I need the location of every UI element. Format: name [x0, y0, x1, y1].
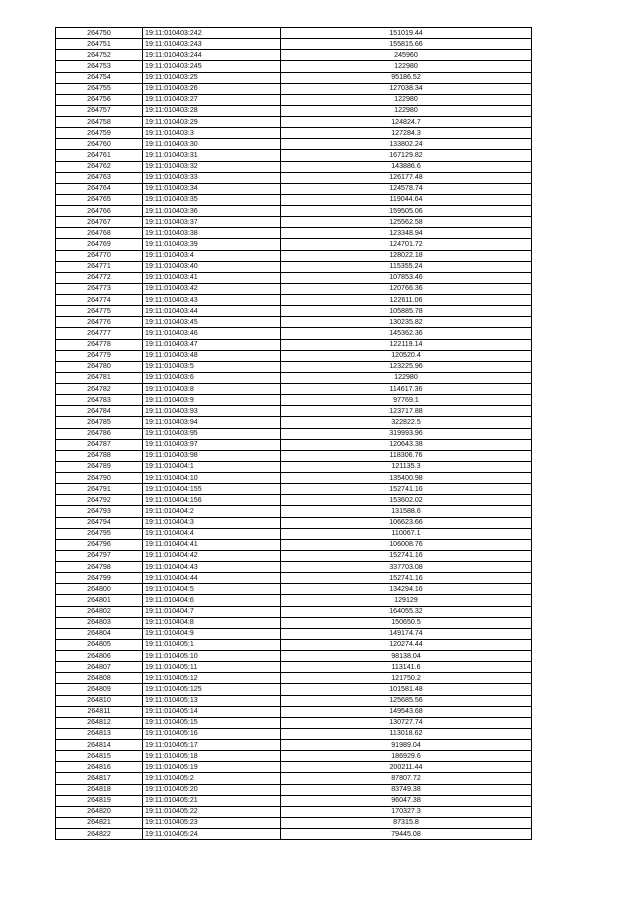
- cadastral-value-cell: 133802.24: [281, 139, 532, 150]
- cadastral-number-cell: 19:11:010404:4: [143, 528, 281, 539]
- table-row: [56, 28, 532, 39]
- cadastral-value-cell: 110067.1: [281, 528, 532, 539]
- cadastral-number-cell: 19:11:010403:6: [143, 372, 281, 383]
- row-id-cell: 264778: [56, 339, 143, 350]
- table-row: [56, 128, 532, 139]
- cadastral-value-cell: 98138.04: [281, 651, 532, 662]
- table-row: [56, 829, 532, 840]
- row-id-cell: 264806: [56, 651, 143, 662]
- cadastral-number-cell: 19:11:010403:9: [143, 395, 281, 406]
- cadastral-value-cell: 155815.66: [281, 39, 532, 50]
- cadastral-value-cell: 107853.46: [281, 272, 532, 283]
- cadastral-value-cell: 115355.24: [281, 261, 532, 272]
- cadastral-value-cell: 87315.8: [281, 817, 532, 828]
- table-row: [56, 194, 532, 205]
- cadastral-number-cell: 19:11:010405:17: [143, 740, 281, 751]
- cadastral-number-cell: 19:11:010403:98: [143, 450, 281, 461]
- row-id-cell: 264756: [56, 94, 143, 105]
- cadastral-number-cell: 19:11:010403:245: [143, 61, 281, 72]
- cadastral-number-cell: 19:11:010403:30: [143, 139, 281, 150]
- table-row: [56, 728, 532, 739]
- cadastral-value-cell: 122980: [281, 94, 532, 105]
- cadastral-number-cell: 19:11:010403:37: [143, 217, 281, 228]
- table-row: [56, 550, 532, 561]
- cadastral-value-cell: 129129: [281, 595, 532, 606]
- table-row: [56, 473, 532, 484]
- cadastral-value-cell: 120643.38: [281, 439, 532, 450]
- cadastral-number-cell: 19:11:010403:8: [143, 384, 281, 395]
- table-row: [56, 117, 532, 128]
- cadastral-value-cell: 125562.58: [281, 217, 532, 228]
- row-id-cell: 264807: [56, 662, 143, 673]
- cadastral-value-cell: 121135.3: [281, 461, 532, 472]
- cadastral-value-cell: 121750.2: [281, 673, 532, 684]
- row-id-cell: 264793: [56, 506, 143, 517]
- table-row: [56, 517, 532, 528]
- table-row: [56, 161, 532, 172]
- table-row: [56, 673, 532, 684]
- row-id-cell: 264808: [56, 673, 143, 684]
- cadastral-value-cell: 149174.74: [281, 628, 532, 639]
- cadastral-number-cell: 19:11:010405:11: [143, 662, 281, 673]
- cadastral-number-cell: 19:11:010404:6: [143, 595, 281, 606]
- table-row: [56, 684, 532, 695]
- cadastral-number-cell: 19:11:010403:3: [143, 128, 281, 139]
- cadastral-value-cell: 113141.6: [281, 662, 532, 673]
- cadastral-value-cell: 130235.82: [281, 317, 532, 328]
- cadastral-value-cell: 125685.56: [281, 695, 532, 706]
- cadastral-number-cell: 19:11:010403:26: [143, 83, 281, 94]
- row-id-cell: 264790: [56, 473, 143, 484]
- cadastral-value-cell: 130727.74: [281, 717, 532, 728]
- table-row: [56, 740, 532, 751]
- table-row: [56, 628, 532, 639]
- cadastral-value-cell: 150650.5: [281, 617, 532, 628]
- cadastral-value-cell: 186929.6: [281, 751, 532, 762]
- table-row: [56, 206, 532, 217]
- cadastral-value-cell: 131588.6: [281, 506, 532, 517]
- row-id-cell: 264752: [56, 50, 143, 61]
- cadastral-number-cell: 19:11:010403:39: [143, 239, 281, 250]
- row-id-cell: 264799: [56, 573, 143, 584]
- cadastral-value-cell: 118306.76: [281, 450, 532, 461]
- table-row: [56, 250, 532, 261]
- table-body: [56, 28, 532, 840]
- cadastral-value-cell: 153602.02: [281, 495, 532, 506]
- cadastral-number-cell: 19:11:010405:21: [143, 795, 281, 806]
- row-id-cell: 264800: [56, 584, 143, 595]
- cadastral-value-cell: 164055.32: [281, 606, 532, 617]
- row-id-cell: 264819: [56, 795, 143, 806]
- cadastral-value-cell: 152741.16: [281, 484, 532, 495]
- cadastral-value-cell: 122119.14: [281, 339, 532, 350]
- cadastral-number-cell: 19:11:010403:28: [143, 105, 281, 116]
- cadastral-number-cell: 19:11:010403:95: [143, 428, 281, 439]
- cadastral-number-cell: 19:11:010403:242: [143, 28, 281, 39]
- row-id-cell: 264792: [56, 495, 143, 506]
- cadastral-value-cell: 127038.34: [281, 83, 532, 94]
- row-id-cell: 264789: [56, 461, 143, 472]
- table-row: [56, 306, 532, 317]
- cadastral-value-cell: 134294.16: [281, 584, 532, 595]
- table-row: [56, 339, 532, 350]
- row-id-cell: 264767: [56, 217, 143, 228]
- cadastral-number-cell: 19:11:010405:22: [143, 806, 281, 817]
- row-id-cell: 264816: [56, 762, 143, 773]
- row-id-cell: 264769: [56, 239, 143, 250]
- table-row: [56, 461, 532, 472]
- cadastral-value-cell: 337703.08: [281, 562, 532, 573]
- row-id-cell: 264773: [56, 283, 143, 294]
- row-id-cell: 264762: [56, 161, 143, 172]
- table-row: [56, 795, 532, 806]
- table-row: [56, 606, 532, 617]
- cadastral-value-cell: 105885.78: [281, 306, 532, 317]
- table-row: [56, 495, 532, 506]
- table-row: [56, 139, 532, 150]
- table-row: [56, 528, 532, 539]
- cadastral-value-cell: 167129.82: [281, 150, 532, 161]
- table-row: [56, 662, 532, 673]
- cadastral-value-cell: 124701.72: [281, 239, 532, 250]
- cadastral-value-cell: 245960: [281, 50, 532, 61]
- row-id-cell: 264820: [56, 806, 143, 817]
- cadastral-value-cell: 159505.06: [281, 206, 532, 217]
- cadastral-number-cell: 19:11:010405:15: [143, 717, 281, 728]
- row-id-cell: 264755: [56, 83, 143, 94]
- cadastral-number-cell: 19:11:010404:44: [143, 573, 281, 584]
- row-id-cell: 264785: [56, 417, 143, 428]
- table-row: [56, 72, 532, 83]
- row-id-cell: 264782: [56, 384, 143, 395]
- row-id-cell: 264791: [56, 484, 143, 495]
- table-row: [56, 573, 532, 584]
- row-id-cell: 264759: [56, 128, 143, 139]
- table-row: [56, 172, 532, 183]
- cadastral-value-cell: 128022.18: [281, 250, 532, 261]
- cadastral-number-cell: 19:11:010403:5: [143, 361, 281, 372]
- cadastral-number-cell: 19:11:010404:156: [143, 495, 281, 506]
- row-id-cell: 264770: [56, 250, 143, 261]
- row-id-cell: 264804: [56, 628, 143, 639]
- cadastral-number-cell: 19:11:010403:47: [143, 339, 281, 350]
- cadastral-number-cell: 19:11:010405:12: [143, 673, 281, 684]
- cadastral-value-cell: 124824.7: [281, 117, 532, 128]
- table-row: [56, 261, 532, 272]
- cadastral-value-cell: 120274.44: [281, 639, 532, 650]
- cadastral-value-cell: 83749.38: [281, 784, 532, 795]
- row-id-cell: 264754: [56, 72, 143, 83]
- row-id-cell: 264818: [56, 784, 143, 795]
- row-id-cell: 264751: [56, 39, 143, 50]
- cadastral-number-cell: 19:11:010404:8: [143, 617, 281, 628]
- table-row: [56, 395, 532, 406]
- cadastral-value-cell: 106623.66: [281, 517, 532, 528]
- row-id-cell: 264802: [56, 606, 143, 617]
- cadastral-value-cell: 123717.88: [281, 406, 532, 417]
- row-id-cell: 264757: [56, 105, 143, 116]
- row-id-cell: 264797: [56, 550, 143, 561]
- cadastral-number-cell: 19:11:010403:43: [143, 295, 281, 306]
- cadastral-number-cell: 19:11:010405:1: [143, 639, 281, 650]
- table-row: [56, 361, 532, 372]
- cadastral-value-cell: 145362.36: [281, 328, 532, 339]
- row-id-cell: 264781: [56, 372, 143, 383]
- cadastral-value-cell: 122980: [281, 61, 532, 72]
- table-row: [56, 94, 532, 105]
- cadastral-value-cell: 170327.3: [281, 806, 532, 817]
- cadastral-number-cell: 19:11:010403:244: [143, 50, 281, 61]
- table-row: [56, 762, 532, 773]
- cadastral-number-cell: 19:11:010405:16: [143, 728, 281, 739]
- table-row: [56, 295, 532, 306]
- table-row: [56, 639, 532, 650]
- cadastral-value-table: [55, 27, 532, 840]
- row-id-cell: 264768: [56, 228, 143, 239]
- cadastral-value-cell: 135400.98: [281, 473, 532, 484]
- cadastral-number-cell: 19:11:010403:31: [143, 150, 281, 161]
- cadastral-value-cell: 122611.06: [281, 295, 532, 306]
- cadastral-value-cell: 149543.68: [281, 706, 532, 717]
- table-row: [56, 428, 532, 439]
- row-id-cell: 264813: [56, 728, 143, 739]
- cadastral-number-cell: 19:11:010403:48: [143, 350, 281, 361]
- cadastral-number-cell: 19:11:010404:155: [143, 484, 281, 495]
- cadastral-value-cell: 152741.16: [281, 550, 532, 561]
- cadastral-number-cell: 19:11:010403:27: [143, 94, 281, 105]
- row-id-cell: 264810: [56, 695, 143, 706]
- cadastral-number-cell: 19:11:010405:14: [143, 706, 281, 717]
- cadastral-number-cell: 19:11:010405:24: [143, 829, 281, 840]
- row-id-cell: 264822: [56, 829, 143, 840]
- cadastral-number-cell: 19:11:010404:43: [143, 562, 281, 573]
- cadastral-number-cell: 19:11:010403:25: [143, 72, 281, 83]
- row-id-cell: 264787: [56, 439, 143, 450]
- table-row: [56, 751, 532, 762]
- cadastral-value-cell: 106008.76: [281, 539, 532, 550]
- cadastral-number-cell: 19:11:010403:41: [143, 272, 281, 283]
- table-row: [56, 617, 532, 628]
- table-row: [56, 105, 532, 116]
- row-id-cell: 264786: [56, 428, 143, 439]
- table-row: [56, 484, 532, 495]
- cadastral-number-cell: 19:11:010404:7: [143, 606, 281, 617]
- table-row: [56, 150, 532, 161]
- table-row: [56, 806, 532, 817]
- row-id-cell: 264776: [56, 317, 143, 328]
- table-row: [56, 717, 532, 728]
- row-id-cell: 264803: [56, 617, 143, 628]
- table-row: [56, 372, 532, 383]
- cadastral-number-cell: 19:11:010403:36: [143, 206, 281, 217]
- cadastral-value-cell: 97769.1: [281, 395, 532, 406]
- row-id-cell: 264815: [56, 751, 143, 762]
- row-id-cell: 264798: [56, 562, 143, 573]
- table-row: [56, 506, 532, 517]
- row-id-cell: 264766: [56, 206, 143, 217]
- cadastral-number-cell: 19:11:010403:33: [143, 172, 281, 183]
- table-row: [56, 328, 532, 339]
- cadastral-value-cell: 91989.04: [281, 740, 532, 751]
- cadastral-number-cell: 19:11:010403:94: [143, 417, 281, 428]
- table-row: [56, 39, 532, 50]
- table-row: [56, 406, 532, 417]
- row-id-cell: 264764: [56, 183, 143, 194]
- row-id-cell: 264788: [56, 450, 143, 461]
- cadastral-number-cell: 19:11:010404:2: [143, 506, 281, 517]
- table-row: [56, 817, 532, 828]
- cadastral-number-cell: 19:11:010403:40: [143, 261, 281, 272]
- row-id-cell: 264817: [56, 773, 143, 784]
- row-id-cell: 264760: [56, 139, 143, 150]
- cadastral-number-cell: 19:11:010403:46: [143, 328, 281, 339]
- row-id-cell: 264784: [56, 406, 143, 417]
- table-row: [56, 595, 532, 606]
- row-id-cell: 264809: [56, 684, 143, 695]
- cadastral-number-cell: 19:11:010404:41: [143, 539, 281, 550]
- row-id-cell: 264779: [56, 350, 143, 361]
- cadastral-value-cell: 126177.48: [281, 172, 532, 183]
- cadastral-number-cell: 19:11:010403:35: [143, 194, 281, 205]
- cadastral-number-cell: 19:11:010405:23: [143, 817, 281, 828]
- table-row: [56, 283, 532, 294]
- row-id-cell: 264750: [56, 28, 143, 39]
- cadastral-value-cell: 151019.44: [281, 28, 532, 39]
- row-id-cell: 264796: [56, 539, 143, 550]
- table-row: [56, 562, 532, 573]
- row-id-cell: 264758: [56, 117, 143, 128]
- row-id-cell: 264794: [56, 517, 143, 528]
- table-row: [56, 773, 532, 784]
- cadastral-number-cell: 19:11:010405:20: [143, 784, 281, 795]
- table-row: [56, 83, 532, 94]
- table-row: [56, 350, 532, 361]
- cadastral-value-cell: 120766.36: [281, 283, 532, 294]
- table-row: [56, 317, 532, 328]
- row-id-cell: 264795: [56, 528, 143, 539]
- cadastral-value-cell: 87807.72: [281, 773, 532, 784]
- row-id-cell: 264765: [56, 194, 143, 205]
- table-row: [56, 695, 532, 706]
- cadastral-value-cell: 113018.62: [281, 728, 532, 739]
- table-row: [56, 50, 532, 61]
- cadastral-value-cell: 122980: [281, 372, 532, 383]
- table-row: [56, 417, 532, 428]
- row-id-cell: 264763: [56, 172, 143, 183]
- table-row: [56, 217, 532, 228]
- cadastral-number-cell: 19:11:010405:19: [143, 762, 281, 773]
- cadastral-number-cell: 19:11:010403:32: [143, 161, 281, 172]
- cadastral-number-cell: 19:11:010404:10: [143, 473, 281, 484]
- cadastral-value-cell: 124578.74: [281, 183, 532, 194]
- cadastral-number-cell: 19:11:010403:93: [143, 406, 281, 417]
- cadastral-value-cell: 127284.3: [281, 128, 532, 139]
- row-id-cell: 264772: [56, 272, 143, 283]
- cadastral-value-cell: 319993.96: [281, 428, 532, 439]
- cadastral-number-cell: 19:11:010405:18: [143, 751, 281, 762]
- cadastral-value-cell: 120520.4: [281, 350, 532, 361]
- table-row: [56, 584, 532, 595]
- cadastral-number-cell: 19:11:010403:44: [143, 306, 281, 317]
- cadastral-number-cell: 19:11:010403:97: [143, 439, 281, 450]
- table-row: [56, 450, 532, 461]
- table-row: [56, 784, 532, 795]
- table-row: [56, 272, 532, 283]
- row-id-cell: 264780: [56, 361, 143, 372]
- cadastral-number-cell: 19:11:010404:9: [143, 628, 281, 639]
- row-id-cell: 264774: [56, 295, 143, 306]
- cadastral-number-cell: 19:11:010405:13: [143, 695, 281, 706]
- row-id-cell: 264805: [56, 639, 143, 650]
- row-id-cell: 264814: [56, 740, 143, 751]
- table-row: [56, 439, 532, 450]
- row-id-cell: 264821: [56, 817, 143, 828]
- table-row: [56, 651, 532, 662]
- cadastral-value-cell: 143886.6: [281, 161, 532, 172]
- table-row: [56, 61, 532, 72]
- row-id-cell: 264753: [56, 61, 143, 72]
- cadastral-value-cell: 119044.64: [281, 194, 532, 205]
- table-row: [56, 384, 532, 395]
- row-id-cell: 264812: [56, 717, 143, 728]
- cadastral-value-cell: 200211.44: [281, 762, 532, 773]
- cadastral-number-cell: 19:11:010405:10: [143, 651, 281, 662]
- table-row: [56, 539, 532, 550]
- cadastral-value-cell: 122980: [281, 105, 532, 116]
- row-id-cell: 264783: [56, 395, 143, 406]
- cadastral-value-cell: 114617.36: [281, 384, 532, 395]
- cadastral-number-cell: 19:11:010403:243: [143, 39, 281, 50]
- row-id-cell: 264811: [56, 706, 143, 717]
- cadastral-number-cell: 19:11:010404:1: [143, 461, 281, 472]
- cadastral-value-cell: 123348.94: [281, 228, 532, 239]
- cadastral-number-cell: 19:11:010403:42: [143, 283, 281, 294]
- cadastral-value-cell: 79445.08: [281, 829, 532, 840]
- cadastral-number-cell: 19:11:010403:45: [143, 317, 281, 328]
- row-id-cell: 264777: [56, 328, 143, 339]
- cadastral-number-cell: 19:11:010403:38: [143, 228, 281, 239]
- row-id-cell: 264801: [56, 595, 143, 606]
- table-row: [56, 183, 532, 194]
- row-id-cell: 264761: [56, 150, 143, 161]
- row-id-cell: 264775: [56, 306, 143, 317]
- cadastral-value-cell: 96047.38: [281, 795, 532, 806]
- cadastral-number-cell: 19:11:010404:5: [143, 584, 281, 595]
- cadastral-value-cell: 101581.48: [281, 684, 532, 695]
- cadastral-number-cell: 19:11:010403:34: [143, 183, 281, 194]
- row-id-cell: 264771: [56, 261, 143, 272]
- cadastral-value-cell: 152741.16: [281, 573, 532, 584]
- cadastral-number-cell: 19:11:010403:4: [143, 250, 281, 261]
- cadastral-number-cell: 19:11:010405:2: [143, 773, 281, 784]
- table-row: [56, 228, 532, 239]
- cadastral-number-cell: 19:11:010404:42: [143, 550, 281, 561]
- cadastral-value-cell: 123225.96: [281, 361, 532, 372]
- cadastral-value-cell: 95186.52: [281, 72, 532, 83]
- table-row: [56, 706, 532, 717]
- table-row: [56, 239, 532, 250]
- cadastral-number-cell: 19:11:010403:29: [143, 117, 281, 128]
- cadastral-number-cell: 19:11:010405:125: [143, 684, 281, 695]
- cadastral-value-cell: 322822.5: [281, 417, 532, 428]
- cadastral-number-cell: 19:11:010404:3: [143, 517, 281, 528]
